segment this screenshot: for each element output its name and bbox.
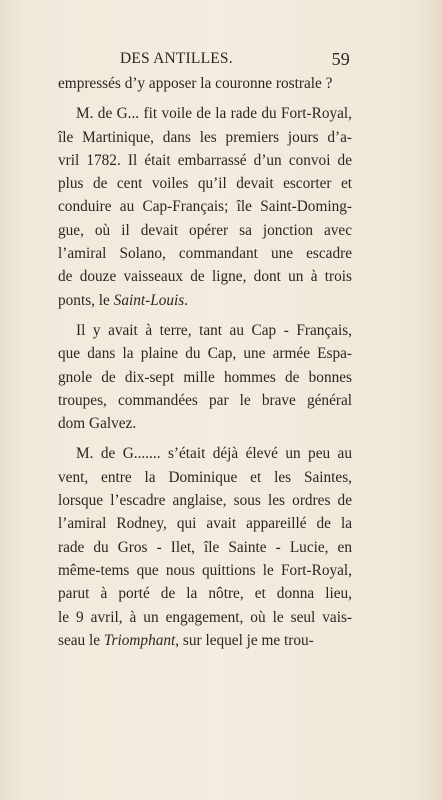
text-run: lorsque l’escadre anglaise, sous les ordres de [58, 492, 352, 510]
text-run: que dans la plaine du Cap, une armée Espa- [58, 345, 352, 363]
text-run: de douze vaisseaux de ligne, dont un à trois [58, 268, 352, 286]
text-line [58, 442, 352, 465]
text-line [58, 366, 352, 389]
page-header [58, 48, 350, 70]
text-run: gnole de dix-sept mille hommes de bonnes [58, 368, 352, 386]
text-line [58, 149, 352, 172]
text-run: parut à porté de la nôtre, et donna lieu, [58, 585, 352, 603]
body-text [58, 72, 352, 652]
italic-text: Saint-Louis [113, 291, 185, 309]
italic-text: Triomphant [103, 631, 176, 649]
text-run: plus de cent voiles qu’il devait escorter et [58, 175, 352, 193]
text-run: même-tems que nous quittions le Fort-Royal, [58, 561, 352, 579]
text-line [58, 126, 352, 149]
text-line [58, 289, 352, 312]
text-run: ponts, le [58, 291, 114, 309]
text-run: dom Galvez. [58, 415, 137, 433]
text-line [58, 389, 352, 412]
text-line [58, 412, 352, 435]
text-line [58, 195, 352, 218]
text-run: troupes, commandées par le brave général [58, 391, 352, 409]
paragraph-gap [58, 95, 352, 102]
text-line [58, 242, 352, 265]
text-run: Il y avait à terre, tant au Cap - Français, [76, 321, 352, 339]
text-line [58, 536, 352, 559]
text-line [58, 512, 352, 535]
text-run: le 9 avril, à un engagement, où le seul vais- [58, 608, 352, 626]
paragraph [58, 72, 352, 95]
text-run: conduire au Cap-Français; île Saint-Doming- [58, 198, 352, 216]
text-line [58, 582, 352, 605]
text-line [58, 102, 352, 125]
text-line [58, 489, 352, 512]
text-run: île Martinique, dans les premiers jours d’a- [58, 128, 352, 146]
text-line [58, 319, 352, 342]
paragraph [58, 319, 352, 435]
paragraph-gap [58, 312, 352, 319]
text-run: . [184, 291, 189, 309]
text-run: vril 1782. Il était embarrassé d’un convoi de [58, 151, 352, 169]
text-line [58, 606, 352, 629]
text-run: , sur lequel je me trou- [175, 631, 314, 649]
text-line [58, 72, 352, 95]
text-line [58, 265, 352, 288]
running-title: DES ANTILLES. [120, 50, 233, 67]
text-run: vent, entre la Dominique et les Saintes, [58, 468, 352, 486]
text-run: gue, où il devait opérer sa jonction avec [58, 221, 352, 239]
text-line [58, 466, 352, 489]
text-run: M. de G....... s’était déjà élevé un peu au [76, 445, 352, 463]
text-run: M. de G... fit voile de la rade du Fort-Royal, [76, 105, 352, 123]
text-run: rade du Gros - Ilet, île Sainte - Lucie, en [58, 538, 352, 556]
paragraph-gap [58, 435, 352, 442]
text-line [58, 559, 352, 582]
text-run: l’amiral Rodney, qui avait appareillé de la [58, 515, 352, 533]
text-run: seau le [58, 631, 104, 649]
text-run: empressés d’y apposer la couronne rostrale ? [58, 75, 333, 92]
text-line [58, 219, 352, 242]
text-line [58, 172, 352, 195]
text-line [58, 342, 352, 365]
page-number: 59 [331, 49, 350, 69]
paragraph [58, 442, 352, 652]
text-line [58, 629, 352, 652]
paragraph [58, 102, 352, 312]
text-run: l’amiral Solano, commandant une escadre [58, 245, 352, 263]
